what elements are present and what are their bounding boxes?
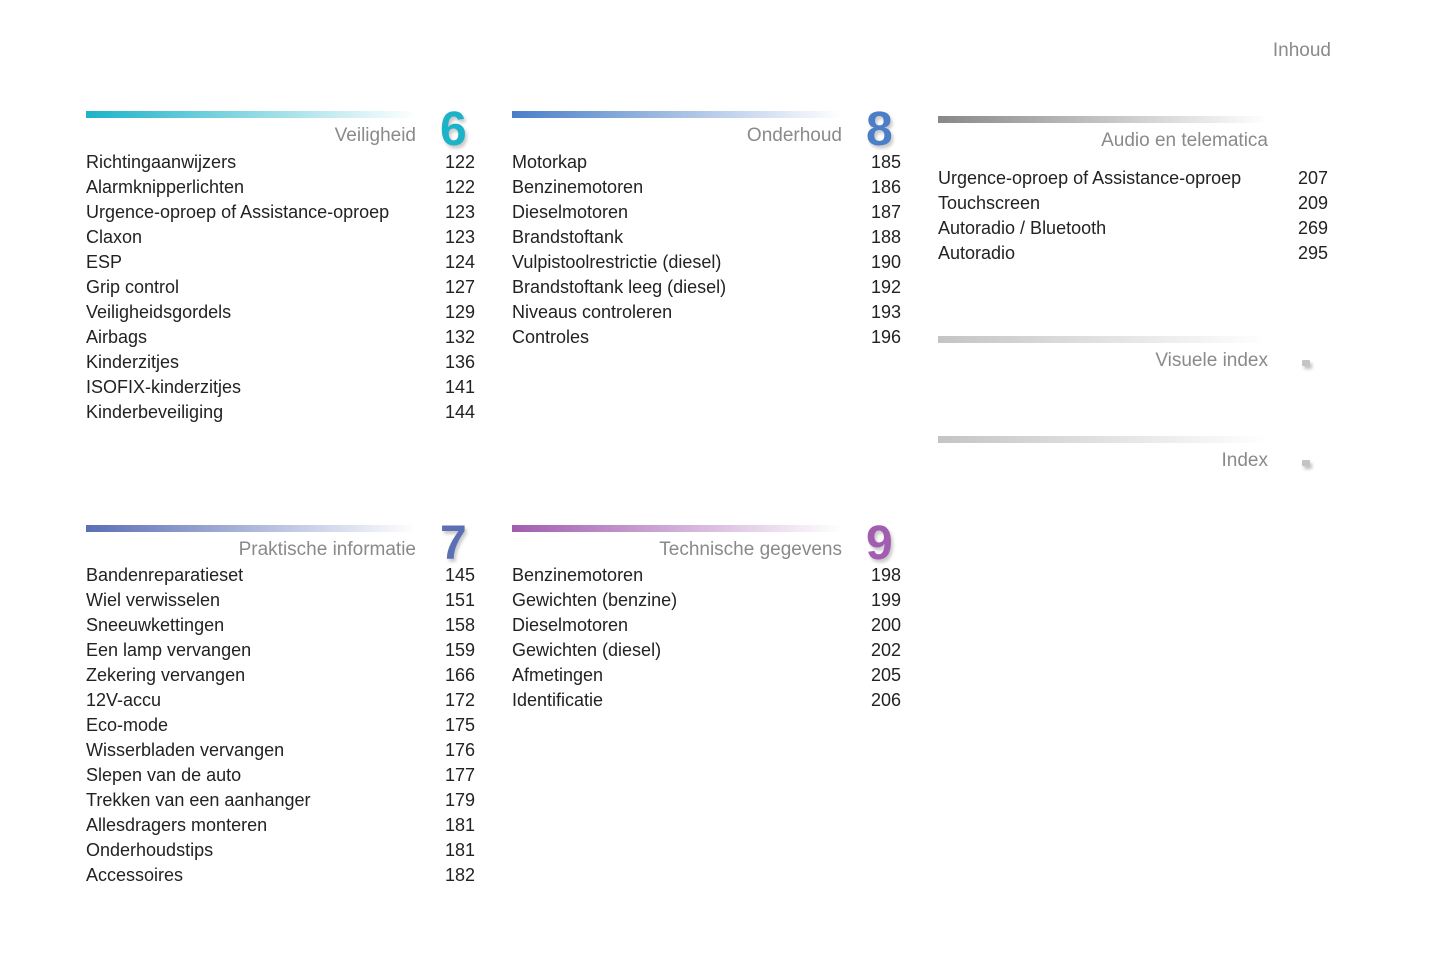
toc-entry-page: 136 xyxy=(444,352,475,372)
toc-entry[interactable] xyxy=(938,216,1328,241)
toc-entry-page: 123 xyxy=(444,227,475,247)
toc-entry-label: Wisserbladen vervangen xyxy=(86,740,285,760)
toc-entry-page: 145 xyxy=(444,565,475,585)
toc-entry-label: Eco-mode xyxy=(86,715,169,735)
toc-entry[interactable] xyxy=(512,325,901,350)
toc-entry-label: ISOFIX-kinderzitjes xyxy=(86,377,242,397)
toc-entry[interactable] xyxy=(86,863,475,888)
page-title: Inhoud xyxy=(1272,40,1331,61)
toc-entry-page: 172 xyxy=(444,690,475,710)
section-bar xyxy=(512,525,842,532)
section-number: 8 xyxy=(866,103,893,156)
toc-entry-label: Accessoires xyxy=(86,865,184,885)
toc-entry[interactable] xyxy=(512,588,901,613)
toc-entry-label: Claxon xyxy=(86,227,143,247)
toc-entry-label: Slepen van de auto xyxy=(86,765,242,785)
section-title: Veiligheid xyxy=(334,125,416,146)
toc-entry-label: Trekken van een aanhanger xyxy=(86,790,311,810)
toc-entry-label: Niveaus controleren xyxy=(512,302,673,322)
toc-entry-page: 199 xyxy=(870,590,901,610)
toc-entry[interactable] xyxy=(86,688,475,713)
toc-entry-page: 158 xyxy=(444,615,475,635)
toc-list xyxy=(512,563,901,713)
toc-entry-page: 166 xyxy=(444,665,475,685)
toc-entry[interactable] xyxy=(938,191,1328,216)
toc-entry-label: Alarmknipperlichten xyxy=(86,177,245,197)
toc-entry[interactable] xyxy=(512,638,901,663)
toc-entry[interactable] xyxy=(512,200,901,225)
toc-entry[interactable] xyxy=(86,713,475,738)
toc-entry-page: 181 xyxy=(444,840,475,860)
toc-entry[interactable] xyxy=(86,350,475,375)
toc-entry-label: Autoradio xyxy=(938,243,1016,263)
toc-entry[interactable] xyxy=(86,300,475,325)
toc-entry-page: 187 xyxy=(870,202,901,222)
toc-entry[interactable] xyxy=(938,166,1328,191)
toc-entry-label: Gewichten (diesel) xyxy=(512,640,662,660)
toc-list xyxy=(86,150,475,425)
toc-entry-label: Dieselmotoren xyxy=(512,615,629,635)
section-bar xyxy=(938,336,1268,343)
toc-entry[interactable] xyxy=(86,250,475,275)
section-bar xyxy=(938,436,1268,443)
toc-entry-page: 132 xyxy=(444,327,475,347)
toc-entry-page: 196 xyxy=(870,327,901,347)
toc-entry[interactable] xyxy=(512,275,901,300)
toc-entry[interactable] xyxy=(512,563,901,588)
toc-entry-label: Controles xyxy=(512,327,590,347)
toc-entry[interactable] xyxy=(86,325,475,350)
toc-entry-page: 190 xyxy=(870,252,901,272)
toc-entry-label: Dieselmotoren xyxy=(512,202,629,222)
toc-entry[interactable] xyxy=(86,200,475,225)
toc-entry-label: Touchscreen xyxy=(938,193,1041,213)
tab-marker-icon xyxy=(1302,460,1310,466)
toc-entry[interactable] xyxy=(86,175,475,200)
toc-entry-label: Richtingaanwijzers xyxy=(86,152,237,172)
toc-entry-page: 186 xyxy=(870,177,901,197)
toc-entry[interactable] xyxy=(86,225,475,250)
toc-entry[interactable] xyxy=(86,763,475,788)
toc-list xyxy=(86,563,475,888)
toc-entry-label: Allesdragers monteren xyxy=(86,815,268,835)
toc-entry[interactable] xyxy=(86,563,475,588)
toc-entry[interactable] xyxy=(86,400,475,425)
section-bar xyxy=(938,116,1268,123)
toc-entry-page: 141 xyxy=(444,377,475,397)
toc-entry-page: 122 xyxy=(444,177,475,197)
toc-entry-page: 182 xyxy=(444,865,475,885)
toc-list xyxy=(938,166,1328,266)
toc-entry-page: 179 xyxy=(444,790,475,810)
toc-entry[interactable] xyxy=(86,588,475,613)
toc-entry-label: Zekering vervangen xyxy=(86,665,246,685)
toc-entry-page: 188 xyxy=(870,227,901,247)
toc-entry[interactable] xyxy=(512,175,901,200)
toc-entry[interactable] xyxy=(938,241,1328,266)
toc-entry-page: 185 xyxy=(870,152,901,172)
toc-entry-label: 12V-accu xyxy=(86,690,162,710)
toc-entry-page: 129 xyxy=(444,302,475,322)
section-number: 9 xyxy=(866,517,893,570)
toc-entry-page: 202 xyxy=(870,640,901,660)
toc-entry[interactable] xyxy=(512,613,901,638)
toc-entry-label: Wiel verwisselen xyxy=(86,590,221,610)
section-number: 6 xyxy=(440,103,467,156)
toc-entry-page: 207 xyxy=(1297,168,1328,188)
toc-entry-label: Urgence-oproep of Assistance-oproep xyxy=(86,202,390,222)
toc-entry[interactable] xyxy=(512,225,901,250)
toc-entry-page: 177 xyxy=(444,765,475,785)
toc-entry-page: 200 xyxy=(870,615,901,635)
toc-entry-page: 193 xyxy=(870,302,901,322)
toc-entry-label: Gewichten (benzine) xyxy=(512,590,678,610)
toc-entry[interactable] xyxy=(86,788,475,813)
toc-entry-label: Kinderbeveiliging xyxy=(86,402,224,422)
toc-entry-label: ESP xyxy=(86,252,123,272)
section-title: Visuele index xyxy=(1155,350,1268,371)
toc-entry-page: 159 xyxy=(444,640,475,660)
toc-entry-page: 205 xyxy=(870,665,901,685)
toc-entry-label: Brandstoftank xyxy=(512,227,624,247)
toc-entry-page: 198 xyxy=(870,565,901,585)
section-title: Praktische informatie xyxy=(238,539,416,560)
toc-entry-label: Een lamp vervangen xyxy=(86,640,252,660)
toc-entry[interactable] xyxy=(86,638,475,663)
toc-entry[interactable] xyxy=(512,250,901,275)
toc-entry-label: Afmetingen xyxy=(512,665,604,685)
toc-entry-label: Autoradio / Bluetooth xyxy=(938,218,1107,238)
toc-entry-label: Urgence-oproep of Assistance-oproep xyxy=(938,168,1242,188)
toc-entry-page: 192 xyxy=(870,277,901,297)
toc-entry[interactable] xyxy=(86,375,475,400)
toc-entry-page: 127 xyxy=(444,277,475,297)
toc-entry[interactable] xyxy=(86,838,475,863)
toc-entry-label: Veiligheidsgordels xyxy=(86,302,232,322)
toc-entry[interactable] xyxy=(86,738,475,763)
toc-entry-label: Grip control xyxy=(86,277,180,297)
section-number: 7 xyxy=(440,517,467,570)
section-title: Technische gegevens xyxy=(659,539,842,560)
toc-entry-page: 122 xyxy=(444,152,475,172)
toc-entry-label: Sneeuwkettingen xyxy=(86,615,225,635)
toc-entry-label: Onderhoudstips xyxy=(86,840,214,860)
toc-entry[interactable] xyxy=(512,688,901,713)
toc-entry[interactable] xyxy=(512,663,901,688)
toc-entry-page: 123 xyxy=(444,202,475,222)
toc-entry[interactable] xyxy=(86,663,475,688)
toc-entry-page: 151 xyxy=(444,590,475,610)
toc-entry-label: Identificatie xyxy=(512,690,604,710)
toc-entry[interactable] xyxy=(512,150,901,175)
toc-entry-label: Benzinemotoren xyxy=(512,177,644,197)
toc-entry-page: 175 xyxy=(444,715,475,735)
toc-entry-label: Kinderzitjes xyxy=(86,352,180,372)
section-bar xyxy=(86,111,416,118)
toc-entry-page: 176 xyxy=(444,740,475,760)
section-title: Index xyxy=(1221,450,1268,471)
toc-entry-page: 206 xyxy=(870,690,901,710)
section-bar xyxy=(512,111,842,118)
section-title: Onderhoud xyxy=(746,125,842,146)
toc-entry[interactable] xyxy=(512,300,901,325)
toc-entry-page: 144 xyxy=(444,402,475,422)
section-bar xyxy=(86,525,416,532)
section-title: Audio en telematica xyxy=(1101,130,1268,151)
toc-entry-page: 209 xyxy=(1297,193,1328,213)
toc-entry-page: 181 xyxy=(444,815,475,835)
toc-entry[interactable] xyxy=(86,150,475,175)
toc-entry-label: Brandstoftank leeg (diesel) xyxy=(512,277,727,297)
toc-entry-label: Bandenreparatieset xyxy=(86,565,244,585)
toc-entry[interactable] xyxy=(86,613,475,638)
toc-entry-label: Motorkap xyxy=(512,152,588,172)
toc-list xyxy=(512,150,901,350)
toc-entry-label: Airbags xyxy=(86,327,148,347)
tab-marker-icon xyxy=(1302,360,1310,366)
toc-entry[interactable] xyxy=(86,275,475,300)
toc-entry-page: 124 xyxy=(444,252,475,272)
toc-entry[interactable] xyxy=(86,813,475,838)
toc-entry-page: 295 xyxy=(1297,243,1328,263)
toc-entry-page: 269 xyxy=(1297,218,1328,238)
toc-entry-label: Vulpistoolrestrictie (diesel) xyxy=(512,252,722,272)
toc-entry-label: Benzinemotoren xyxy=(512,565,644,585)
